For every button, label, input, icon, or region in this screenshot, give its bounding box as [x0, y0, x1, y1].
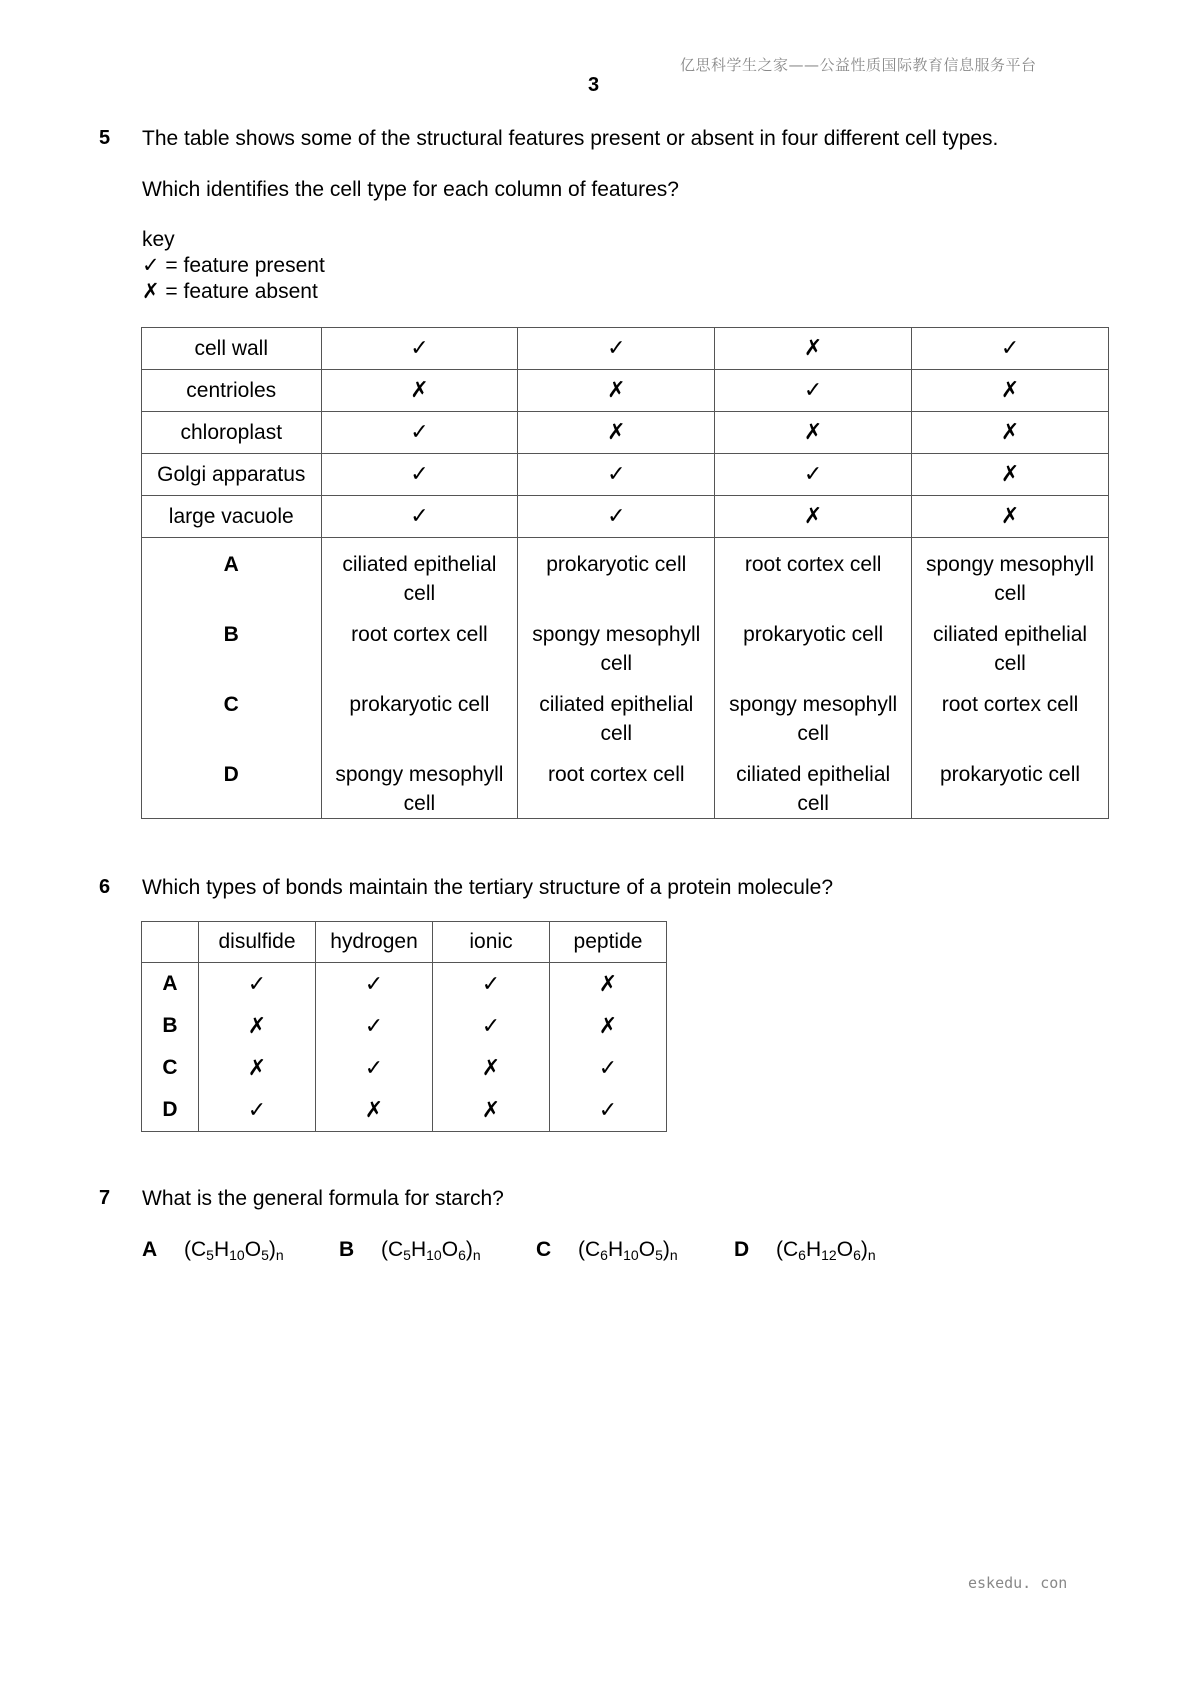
bond-row-label: A [142, 963, 199, 1006]
option-cell: ciliated epithelial cell [321, 538, 518, 609]
feature-row [142, 496, 1109, 538]
bonds-header-row [142, 922, 667, 963]
option-cell: prokaryotic cell [518, 538, 715, 609]
page-number: 3 [588, 74, 600, 96]
tick-icon: ✓ [481, 971, 501, 997]
option-row [142, 678, 1109, 748]
formula-text: $(C_5H_{10}O_5)_n$ [184, 1238, 284, 1263]
cross-icon: ✗ [1000, 504, 1020, 529]
tick-icon: ✓ [410, 336, 429, 361]
feature-row [142, 454, 1109, 496]
tick-icon: ✓ [598, 1055, 618, 1081]
bond-row-label: D [142, 1089, 199, 1132]
cross-icon: ✗ [803, 420, 823, 445]
bond-row [142, 1089, 667, 1132]
option-cell: spongy mesophyll cell [321, 748, 518, 819]
feature-cell [321, 496, 518, 538]
feature-cell [912, 412, 1109, 454]
option-cell: spongy mesophyll cell [715, 678, 912, 748]
bond-cell [433, 1047, 550, 1089]
tick-icon: ✓ [598, 1097, 618, 1123]
tick-icon: ✓ [410, 504, 429, 529]
cross-icon: ✗ [247, 1055, 267, 1081]
bond-row-label: B [142, 1005, 199, 1047]
feature-cell [715, 328, 912, 370]
tick-icon: ✓ [364, 1013, 384, 1039]
bond-cell [316, 963, 433, 1006]
feature-cell [912, 370, 1109, 412]
header-site-name: 亿思科学生之家——公益性质国际教育信息服务平台 [680, 56, 1037, 74]
option-cell: ciliated epithelial cell [912, 608, 1109, 678]
feature-cell [715, 454, 912, 496]
option-cell: prokaryotic cell [321, 678, 518, 748]
option-cell: root cortex cell [715, 538, 912, 609]
formula-option-label: C [536, 1238, 552, 1261]
cross-icon: ✗ [364, 1097, 384, 1123]
bond-cell [316, 1005, 433, 1047]
bond-cell [550, 1089, 667, 1132]
option-label: B [142, 608, 322, 678]
cross-icon: ✗ [607, 378, 626, 403]
cross-icon: ✗ [607, 420, 626, 445]
bond-cell [433, 1005, 550, 1047]
q5-key [142, 227, 325, 305]
feature-cell [321, 412, 518, 454]
tick-icon: ✓ [481, 1013, 501, 1039]
feature-row [142, 328, 1109, 370]
tick-icon: ✓ [607, 504, 626, 529]
option-cell: prokaryotic cell [912, 748, 1109, 819]
feature-cell [518, 370, 715, 412]
cross-icon: ✗ [1000, 462, 1020, 487]
bond-cell [199, 1005, 316, 1047]
bond-cell [433, 1089, 550, 1132]
option-label: C [142, 678, 322, 748]
tick-icon: ✓ [364, 971, 384, 997]
feature-row [142, 370, 1109, 412]
bonds-table [141, 921, 667, 1132]
formula-option-label: A [142, 1238, 158, 1261]
formula-option-label: D [734, 1238, 750, 1261]
tick-icon: ✓ [364, 1055, 384, 1081]
cross-icon: ✗ [247, 1013, 267, 1039]
formula-text: $(C_6H_{10}O_5)_n$ [578, 1238, 678, 1263]
formula-text: $(C_6H_{12}O_6)_n$ [776, 1238, 876, 1263]
cross-icon: ✗ [598, 1013, 618, 1039]
option-row [142, 608, 1109, 678]
option-cell: root cortex cell [321, 608, 518, 678]
bond-cell [199, 1047, 316, 1089]
option-label: D [142, 748, 322, 819]
feature-name: Golgi apparatus [142, 454, 322, 496]
option-cell: spongy mesophyll cell [518, 608, 715, 678]
bond-cell [199, 1089, 316, 1132]
feature-name: cell wall [142, 328, 322, 370]
formula-text: $(C_5H_{10}O_6)_n$ [381, 1238, 481, 1263]
feature-row [142, 412, 1109, 454]
feature-cell [321, 370, 518, 412]
formula-option [734, 1238, 876, 1263]
tick-icon: ✓ [410, 462, 429, 487]
bond-header: disulfide [199, 922, 316, 963]
formula-option [339, 1238, 481, 1263]
tick-icon: ✓ [803, 462, 823, 487]
key-absent: ✗ = feature absent [142, 280, 318, 303]
bond-row [142, 1047, 667, 1089]
cross-icon: ✗ [803, 504, 823, 529]
feature-cell [518, 328, 715, 370]
tick-icon: ✓ [607, 336, 626, 361]
cross-icon: ✗ [410, 378, 429, 403]
feature-name: centrioles [142, 370, 322, 412]
cell-features-table [141, 327, 1109, 819]
q5-prompt: Which identifies the cell type for each column of features? [142, 178, 679, 201]
bonds-corner-cell [142, 922, 199, 963]
option-cell: ciliated epithelial cell [518, 678, 715, 748]
feature-cell [912, 496, 1109, 538]
bond-row [142, 1005, 667, 1047]
feature-cell [912, 328, 1109, 370]
tick-icon: ✓ [803, 378, 823, 403]
formula-option [142, 1238, 284, 1263]
tick-icon: ✓ [410, 420, 429, 445]
tick-icon: ✓ [247, 971, 267, 997]
bond-cell [199, 963, 316, 1006]
bond-cell [316, 1047, 433, 1089]
bond-cell [550, 1047, 667, 1089]
footer-site-name: eskedu. con [968, 1574, 1068, 1592]
tick-icon: ✓ [247, 1097, 267, 1123]
cross-icon: ✗ [1000, 420, 1020, 445]
formula-option-label: B [339, 1238, 355, 1261]
feature-cell [715, 412, 912, 454]
feature-cell [321, 328, 518, 370]
feature-cell [715, 496, 912, 538]
q6-text: Which types of bonds maintain the tertiary structure of a protein molecule? [142, 876, 834, 899]
bond-header: peptide [550, 922, 667, 963]
feature-cell [518, 412, 715, 454]
q7-text: What is the general formula for starch? [142, 1187, 504, 1210]
feature-name: chloroplast [142, 412, 322, 454]
bond-cell [433, 963, 550, 1006]
option-row [142, 748, 1109, 819]
option-row [142, 538, 1109, 609]
feature-name: large vacuole [142, 496, 322, 538]
q7-number: 7 [99, 1187, 111, 1209]
option-cell: root cortex cell [912, 678, 1109, 748]
tick-icon: ✓ [607, 462, 626, 487]
tick-icon: ✓ [1000, 336, 1020, 361]
option-cell: root cortex cell [518, 748, 715, 819]
bond-cell [550, 1005, 667, 1047]
bond-header: hydrogen [316, 922, 433, 963]
cross-icon: ✗ [803, 336, 823, 361]
option-cell: prokaryotic cell [715, 608, 912, 678]
bond-row-label: C [142, 1047, 199, 1089]
bond-cell [550, 963, 667, 1006]
option-cell: spongy mesophyll cell [912, 538, 1109, 609]
feature-cell [518, 454, 715, 496]
key-present: ✓ = feature present [142, 254, 325, 277]
cross-icon: ✗ [1000, 378, 1020, 403]
feature-cell [715, 370, 912, 412]
q5-number: 5 [99, 127, 111, 149]
formula-option [536, 1238, 678, 1263]
feature-cell [321, 454, 518, 496]
q5-text: The table shows some of the structural features present or absent in four different cell types. [142, 127, 999, 150]
q6-number: 6 [99, 876, 111, 898]
feature-cell [518, 496, 715, 538]
bond-header: ionic [433, 922, 550, 963]
cross-icon: ✗ [598, 971, 618, 997]
option-cell: ciliated epithelial cell [715, 748, 912, 819]
cross-icon: ✗ [481, 1055, 501, 1081]
bond-row [142, 963, 667, 1006]
bond-cell [316, 1089, 433, 1132]
cross-icon: ✗ [481, 1097, 501, 1123]
option-label: A [142, 538, 322, 609]
feature-cell [912, 454, 1109, 496]
key-title: key [142, 228, 175, 251]
